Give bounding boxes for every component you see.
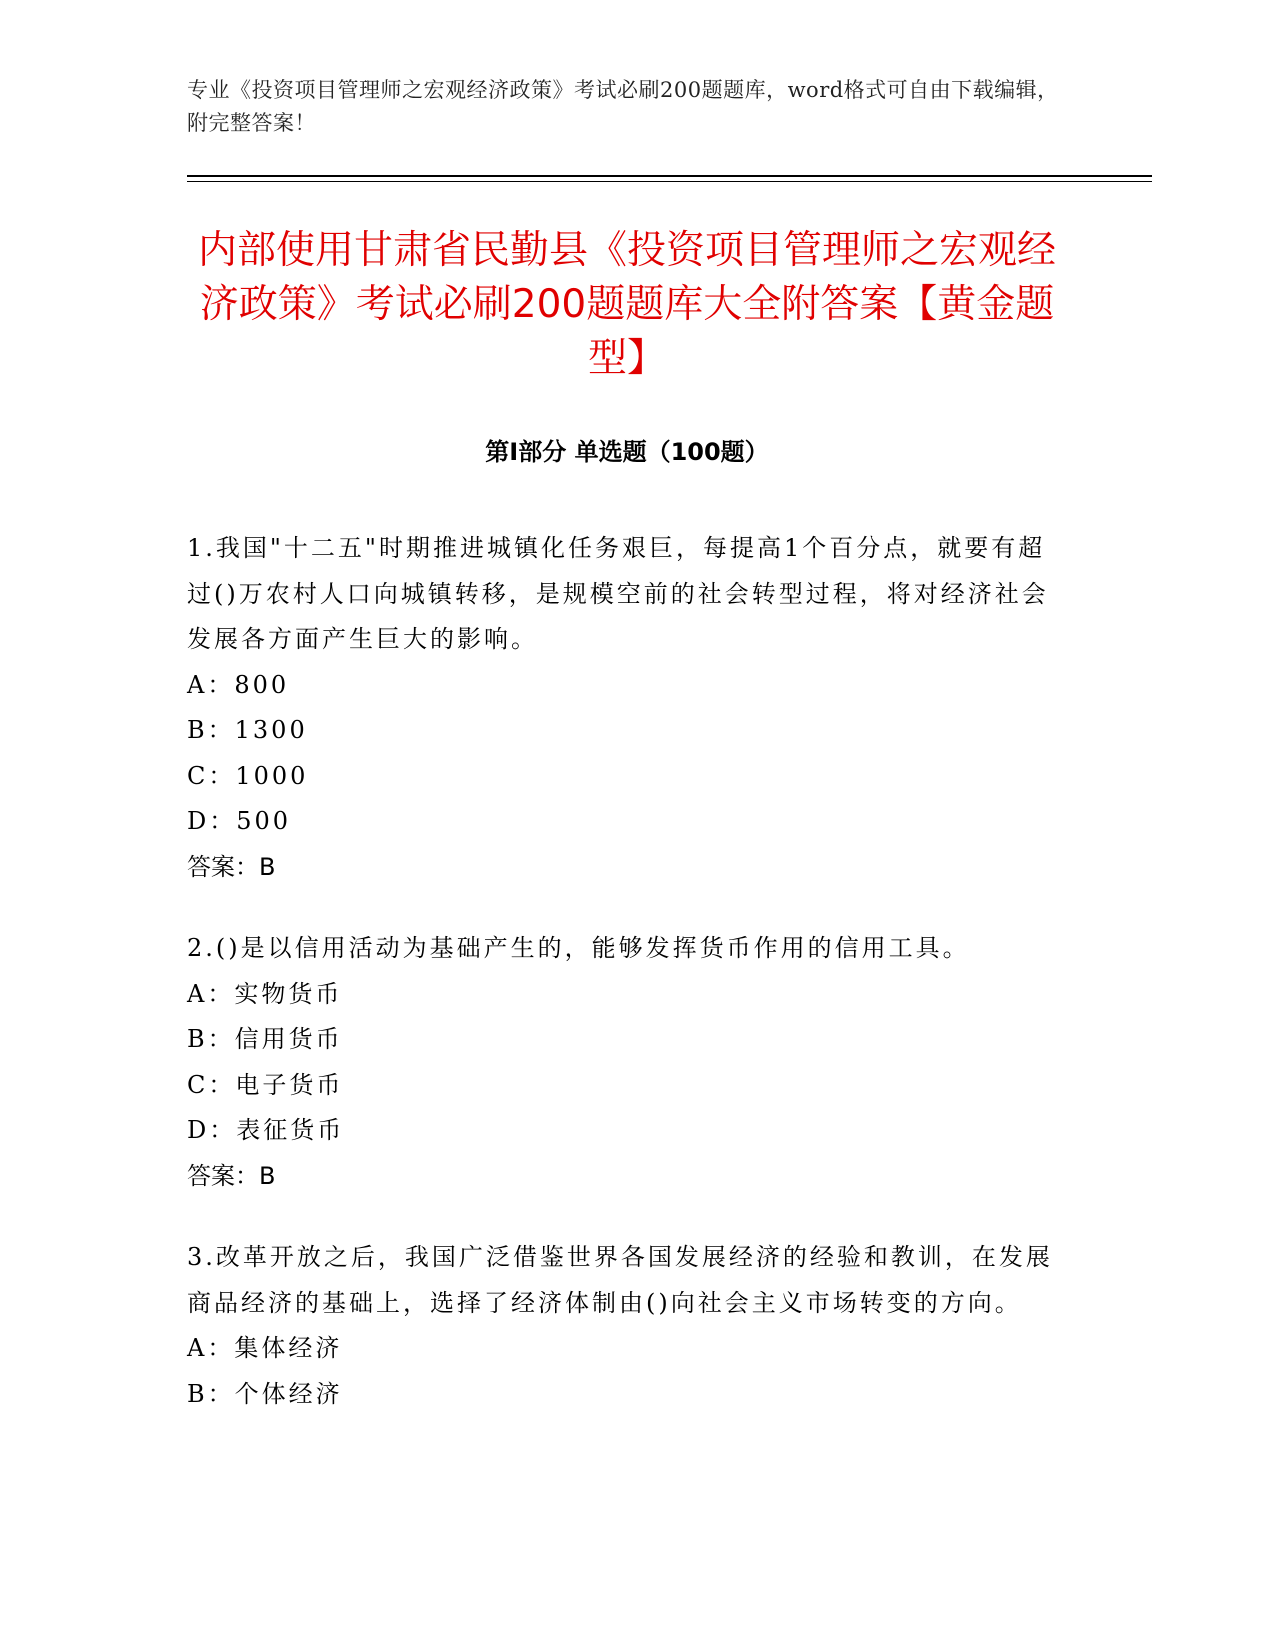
- option-b: B：1300: [187, 716, 308, 744]
- header-rule-thick: [187, 175, 1152, 177]
- question-list: [187, 526, 1067, 1453]
- question-3: [187, 1235, 1067, 1417]
- option-d: D：表征货币: [187, 1116, 345, 1144]
- option-a: A：集体经济: [187, 1334, 343, 1362]
- question-stem: 3.改革开放之后，我国广泛借鉴世界各国发展经济的经验和教训，在发展商品经济的基础上，选择了经济体制由()向社会主义市场转变的方向。: [187, 1243, 1053, 1317]
- option-b: B：信用货币: [187, 1025, 343, 1053]
- answer: 答案：B: [187, 1161, 276, 1190]
- header-note: 专业《投资项目管理师之宏观经济政策》考试必刷200题题库，word格式可自由下载编辑，附完整答案！: [187, 78, 1059, 135]
- option-c: C：1000: [187, 761, 309, 790]
- option-a: A：800: [187, 670, 290, 699]
- answer: 答案：B: [187, 852, 276, 881]
- document-title: 内部使用甘肃省民勤县《投资项目管理师之宏观经济政策》考试必刷200题题库大全附答案【黄金题型】: [197, 228, 1056, 381]
- header-rule-thin: [187, 181, 1152, 182]
- option-b: B：个体经济: [187, 1379, 343, 1408]
- option-c: C：电子货币: [187, 1070, 344, 1099]
- section-heading: 第I部分 单选题（100题）: [485, 438, 769, 466]
- question-2: [187, 926, 1067, 1199]
- option-a: A：实物货币: [187, 979, 343, 1008]
- question-1: [187, 526, 1067, 890]
- question-stem: 1.我国"十二五"时期推进城镇化任务艰巨，每提高1个百分点，就要有超过()万农村人口向城镇转移，是规模空前的社会转型过程，将对经济社会发展各方面产生巨大的影响。: [187, 534, 1049, 653]
- question-stem: 2.()是以信用活动为基础产生的，能够发挥货币作用的信用工具。: [187, 934, 970, 962]
- option-d: D：500: [187, 807, 292, 835]
